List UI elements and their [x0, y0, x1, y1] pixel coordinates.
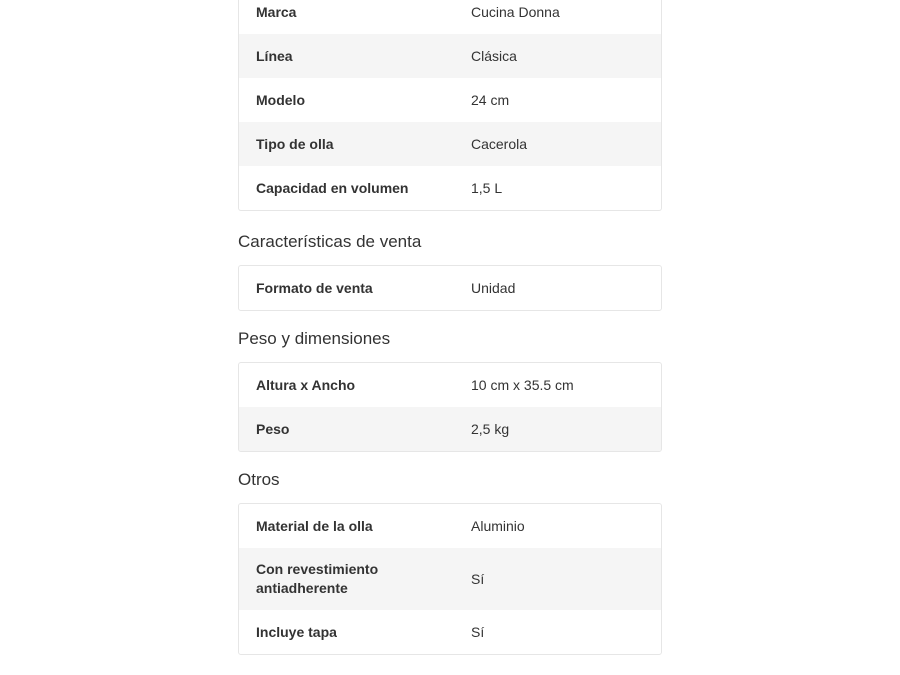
spec-label: Incluye tapa	[256, 623, 337, 640]
specs-section-venta	[238, 213, 662, 311]
spec-label: Material de la olla	[256, 517, 373, 534]
spec-value: 10 cm x 35.5 cm	[471, 376, 574, 393]
spec-label: Marca	[256, 3, 297, 20]
spec-value: Sí	[471, 623, 485, 640]
spec-value: 24 cm	[471, 91, 510, 108]
specs-table-otros	[238, 503, 662, 655]
spec-value: Unidad	[471, 279, 516, 296]
specs-section-otros	[238, 451, 662, 655]
table-row	[239, 0, 661, 34]
spec-value: Cucina Donna	[471, 3, 560, 20]
spec-value: 2,5 kg	[471, 420, 510, 437]
spec-value: Cacerola	[471, 135, 528, 152]
table-row	[239, 548, 661, 610]
spec-value: Sí	[471, 570, 485, 587]
section-title: Otros	[238, 470, 280, 489]
table-row	[239, 122, 661, 166]
specs-section-general	[238, 0, 662, 211]
table-row	[239, 266, 661, 310]
section-title: Peso y dimensiones	[238, 329, 391, 348]
table-row	[239, 166, 661, 210]
spec-value: Aluminio	[471, 517, 525, 534]
spec-label: Peso	[256, 420, 290, 437]
spec-label: Modelo	[256, 91, 305, 108]
spec-label: Altura x Ancho	[256, 376, 356, 393]
specs-section-peso	[238, 310, 662, 452]
table-row	[239, 78, 661, 122]
spec-label: Capacidad en volumen	[256, 179, 409, 196]
table-row	[239, 363, 661, 407]
specs-table-venta	[238, 265, 662, 311]
spec-value: 1,5 L	[471, 179, 503, 196]
table-row	[239, 504, 661, 548]
specs-table-general	[238, 0, 662, 211]
table-row	[239, 34, 661, 78]
spec-value: Clásica	[471, 47, 517, 64]
spec-label: Línea	[256, 47, 293, 64]
specs-table-peso	[238, 362, 662, 452]
spec-label: Formato de venta	[256, 279, 373, 296]
table-row	[239, 407, 661, 451]
table-row	[239, 610, 661, 654]
spec-label: Con revestimiento antiadherente	[256, 561, 379, 596]
spec-label: Tipo de olla	[256, 135, 334, 152]
section-title: Características de venta	[238, 232, 422, 251]
